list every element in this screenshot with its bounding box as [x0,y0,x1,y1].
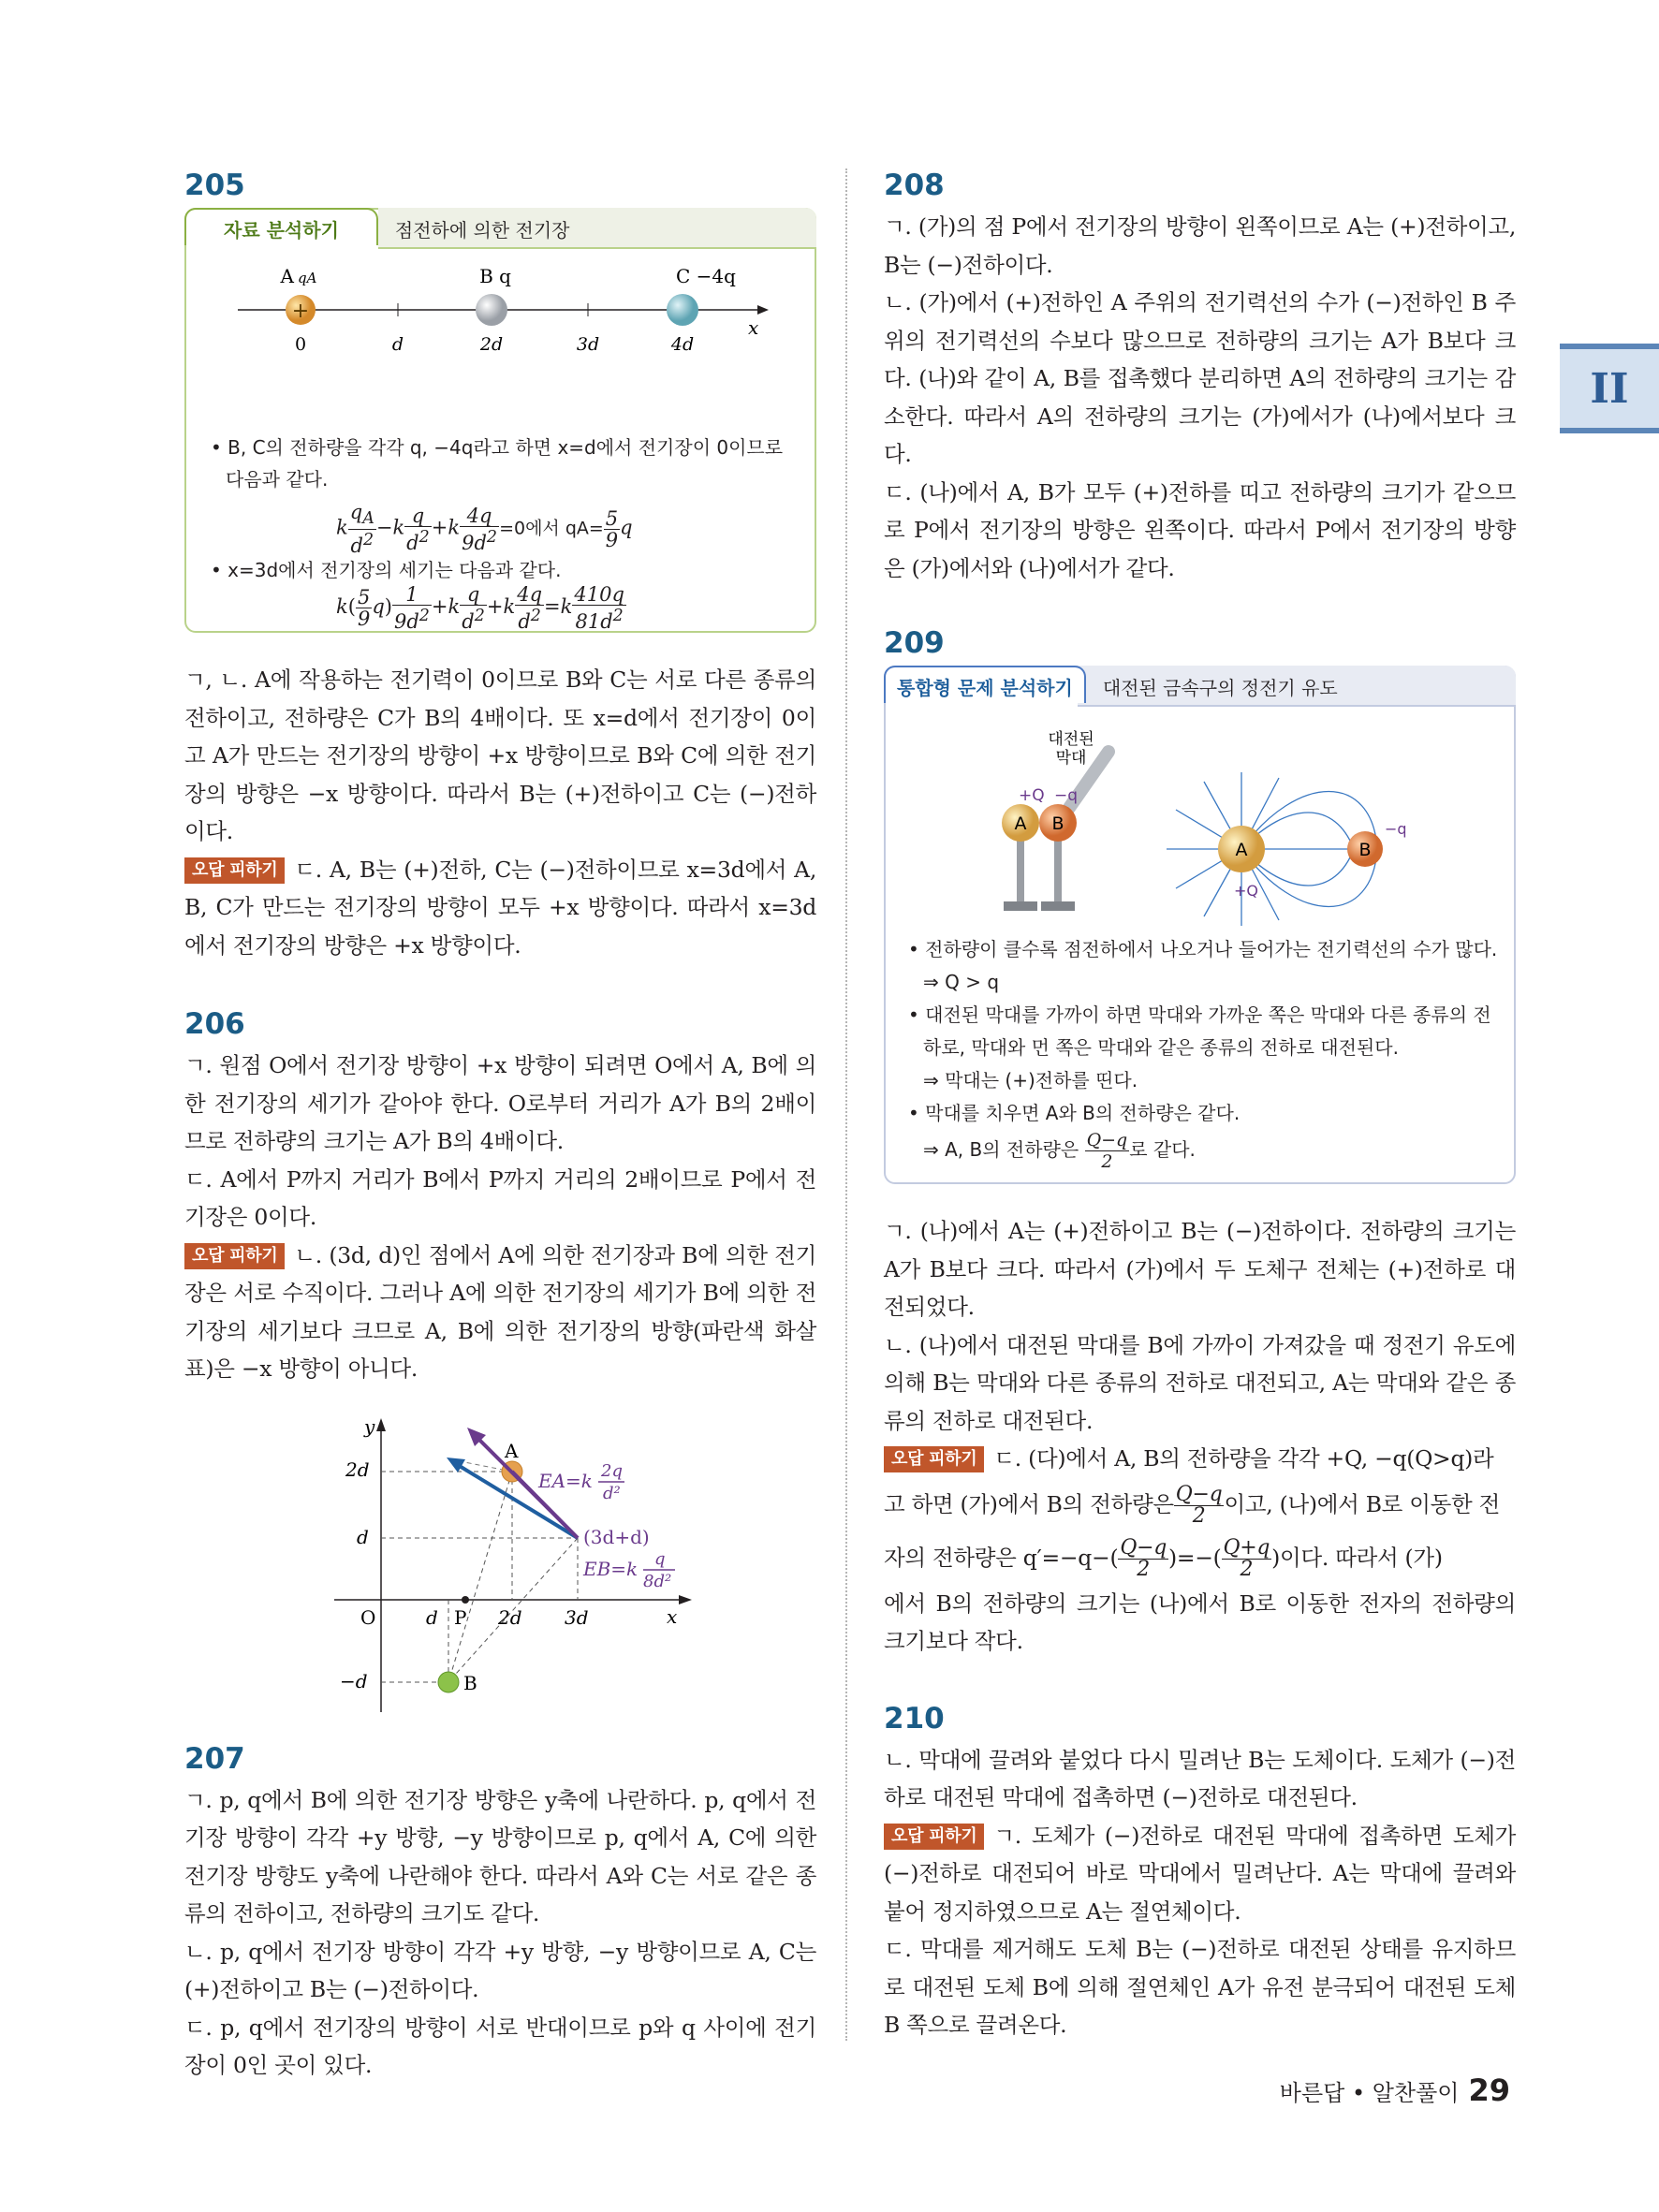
q209-para-3-text: ㄷ. (다)에서 A, B의 전하량을 각각 +Q, −q(Q>q)라 [993,1445,1494,1472]
tick-label-3d: 3d [576,334,600,355]
tick-label-0: 0 [294,334,307,355]
integrated-analysis-box [884,666,1516,1184]
box-tab-primary: 자료 분석하기 [184,208,378,245]
field-lines [1167,772,1377,926]
question-number-207: 207 [184,1741,245,1776]
wrong-answer-badge: 오답 피하기 [884,1446,984,1472]
y-axis-label: y [364,1414,375,1438]
tick-label-d: d [391,334,404,355]
q210-para-3: ㄷ. 막대를 제거해도 도체 B는 (−)전하로 대전된 상태를 유지하므로 대전된 도체 B에 의해 절연체인 A가 유전 분극되어 대전된 도체 B 쪽으로 끌려온다. [884,1936,1516,2038]
box-tab-title: 점전하에 의한 전기장 [394,219,570,242]
box-tab-title: 대전된 금속구의 정전기 유도 [1102,677,1338,699]
bullet-2: • 대전된 막대를 가까이 하면 막대와 가까운 쪽은 막대와 다른 종류의 전 [908,1003,1491,1026]
question-number-209: 209 [884,626,945,660]
wrong-answer-badge: 오답 피하기 [884,1824,984,1850]
left-column [184,168,816,2085]
y-neg-d-label: −d [340,1669,368,1692]
footer-label: 바른답 • 알찬풀이 [1279,2080,1460,2106]
q209-para-3 [884,1440,1516,1478]
q208-para-3: ㄷ. (나)에서 A, B가 모두 (+)전하를 띠고 전하량의 크기가 같으므로 P에서 전기장의 방향은 왼쪽이다. 따라서 P에서 전기장의 방향은 (가)에서와 (나)에서가 같다. [884,478,1516,581]
q209-para-3-line-4: 에서 B의 전하량의 크기는 (나)에서 B로 이동한 전자의 전하량의 크기보다 작다. [884,1589,1516,1654]
x-axis-arrow [679,1595,692,1604]
page-number: 29 [1468,2073,1510,2108]
q206-para-3-text: ㄴ. (3d, d)인 점에서 A에 의한 전기장과 B에 의한 전기장은 서로 수직이다. 그러나 A에 의한 전기장의 세기가 B에 의한 전기장의 세기보다 크므로 A, B에 의한 전기장의 방향(파란색 화살표)은 −x 방향이 아니다. [184,1241,816,1382]
box-tab-primary: 통합형 문제 분석하기 [884,666,1086,703]
point-label: (3d+d) [583,1525,650,1548]
bullet-2-result: ⇒ 막대는 (+)전하를 띤다. [923,1069,1138,1091]
equation-2: k( $\frac{5}{9}$ q) $\frac{1}{9d^2}$ +k $\frac{q}{d^2}$ +k $\frac{4q}{d^2}$ =k $\frac{410q}{81d^2}$ [336,583,624,633]
bullet-3-result-tail: 로 같다. [1129,1138,1196,1161]
chapter-side-tab [1560,344,1659,433]
x-2d-label: 2d [498,1605,522,1629]
guide-ab [448,1472,512,1682]
x-axis-arrow [757,305,769,315]
sphere-a-label: A [1014,813,1027,834]
label-c: C −4q [676,266,736,287]
page-footer [1280,2073,1510,2108]
q207-para-2: ㄴ. p, q에서 전기장 방향이 각각 +y 방향, −y 방향이므로 A, C는 (+)전하이고 B는 (−)전하이다. [184,1938,816,2002]
y-d-label: d [357,1525,369,1548]
column-divider [845,168,847,2041]
q209-para-2: ㄴ. (나)에서 대전된 막대를 B에 가까이 가져갔을 때 정전기 유도에 의해 B는 막대와 다른 종류의 전하로 대전되고, A는 막대와 같은 종류의 전하로 대전된다. [884,1331,1516,1434]
equation-1: k $\frac{q_A}{d^2}$ −k $\frac{q}{d^2}$ +k $\frac{4q}{9d^2}$ =0에서 qA= $\frac{5}{9}$ q [336,501,633,558]
induction-diagram [886,716,1514,931]
bullet-3-result: ⇒ A, B의 전하량은 $\frac{Q-q}{2}$ 로 같다. [923,1130,1196,1172]
equation-1-tail: =0에서 qA= [499,518,604,539]
question-number-208: 208 [884,168,945,202]
q210-para-2 [884,1817,1516,1931]
q210-para-1: ㄴ. 막대에 끌려와 붙었다 다시 밀려난 B는 도체이다. 도체가 (−)전하로 대전된 막대에 접촉하면 (−)전하로 대전된다. [884,1746,1516,1810]
label-b: B [463,1671,477,1694]
tick-label-2d: 2d [479,334,504,355]
label-b: B q [479,266,511,287]
bullet-3-result-text: ⇒ A, B의 전하량은 [923,1138,1079,1161]
base-a [1004,901,1037,911]
base-b [1041,901,1075,911]
axis-x-label: x [748,316,759,339]
q209-para-3-line-2: 고 하면 (가)에서 B의 전하량은 $\frac{Q-q}{2}$ 이고, (나)에서 B로 이동한 전 [884,1482,1501,1528]
q209-para-3-c: 이고, (나)에서 B로 이동한 전 [1224,1490,1501,1517]
question-number-210: 210 [884,1701,945,1736]
right-column [884,168,1516,2044]
plus-q-label: +Q [1019,786,1045,805]
q205-para-2 [184,851,816,965]
ea-label: EA=k [538,1469,593,1492]
rod-label-2: 막대 [1055,749,1087,768]
question-number-206: 206 [184,1007,245,1041]
vector-net-head [447,1458,465,1472]
x-axis-label: x [667,1604,678,1628]
field-plus-q: +Q [1234,882,1258,900]
q207-para-1: ㄱ. p, q에서 B에 의한 전기장 방향은 y축에 나란하다. p, q에서 전기장 방향이 각각 +y 방향, −y 방향이므로 p, q에서 A, C에 의한 전기장 방향도 y축에 나란해야 한다. 따라서 A와 C는 서로 같은 종류의 전하이고, 전하량의 크기도 같다. [184,1786,816,1926]
question-number-205: 205 [184,168,245,202]
field-b-label: B [1358,840,1372,860]
minus-q-label: −q [1054,786,1079,805]
x-d-label: d [426,1605,438,1629]
point-p [462,1596,469,1604]
sphere-b-label: B [1051,813,1064,834]
stand-a [1017,836,1024,903]
analysis-bullets [908,933,1507,1172]
charge-b [438,1672,459,1692]
analysis-bullets [211,432,800,495]
q205-para-1: ㄱ, ㄴ. A에 작용하는 전기력이 0이므로 B와 C는 서로 다른 종류의 전하이고, 전하량은 C가 B의 4배이다. 또 x=d에서 전기장이 0이고 A가 만드는 전기장의 방향이 +x 방향이므로 B와 C에 의한 전기장의 방향은 −x 방향이다. 따라서 B는 (+)전하이고 C는 (−)전하이다. [184,667,816,844]
wrong-answer-badge: 오답 피하기 [184,1243,285,1269]
eb-frac-den: 8d² [643,1571,672,1591]
q209-para-3-line-3: 자의 전하량은 q′=−q−( $\frac{Q-q}{2}$ )=−( $\frac{Q+q}{2}$ )이다. 따라서 (가) [884,1535,1443,1581]
eb-label: EB=k [583,1557,639,1580]
q209-para-1: ㄱ. (나)에서 A는 (+)전하이고 B는 (−)전하이다. 전하량의 크기는 A가 B보다 크다. 따라서 (가)에서 두 도체구 전체는 (+)전하로 대전되었다. [884,1218,1516,1320]
x-3d-label: 3d [565,1605,589,1629]
y-2d-label: 2d [345,1458,370,1481]
q209-para-3-e: =− [1176,1544,1213,1571]
q207-para-3: ㄷ. p, q에서 전기장의 방향이 서로 반대이므로 p와 q 사이에 전기장이 0인 곳이 있다. [184,2014,816,2078]
box-tab-head [184,208,587,245]
tick-label-4d: 4d [670,334,695,355]
charge-line-diagram [186,266,815,369]
analysis-bullet-2 [211,554,561,586]
y-axis-arrow [376,1418,386,1431]
ea-frac-den: d² [603,1483,621,1503]
q208-para-1: ㄱ. (가)의 점 P에서 전기장의 방향이 왼쪽이므로 A는 (+)전하이고, B는 (−)전하이다. [884,213,1516,278]
q206-para-1: ㄱ. 원점 O에서 전기장 방향이 +x 방향이 되려면 O에서 A, B에 의한 전기장의 세기가 같아야 한다. O로부터 거리가 A가 B의 2배이므로 전하량의 크기는 A가 B의 4배이다. [184,1052,816,1154]
chapter-numeral: II [1590,364,1629,413]
data-analysis-box [184,208,816,633]
charge-a-plus: + [291,300,310,323]
bullet-2: • x=3d에서 전기장의 세기는 다음과 같다. [211,559,562,581]
wrong-answer-badge: 오답 피하기 [184,857,285,884]
label-a-sub: qA [298,270,317,286]
label-a: A [280,266,294,287]
charge-c [667,294,698,326]
bullet-2-cont: 하로, 막대와 먼 쪽은 막대와 같은 종류의 전하로 대전된다. [923,1036,1399,1059]
q209-para-3-d: 자의 전하량은 q′=−q− [884,1544,1110,1571]
eb-frac-num: q [654,1548,666,1569]
bullet-3: • 막대를 치우면 A와 B의 전하량은 같다. [908,1102,1241,1124]
bullet-1: • 전하량이 클수록 점전하에서 나오거나 들어가는 전기력선의 수가 많다. [908,938,1498,960]
q209-para-3-b: 고 하면 (가)에서 B의 전하량은 [884,1490,1174,1517]
q206-para-2: ㄷ. A에서 P까지 거리가 B에서 P까지 거리의 2배이므로 P에서 전기장은 0이다. [184,1165,816,1230]
q205-para-2-text: ㄷ. A, B는 (+)전하, C는 (−)전하이므로 x=3d에서 A, B, C가 만드는 전기장의 방향이 모두 +x 방향이다. 따라서 x=3d에서 전기장의 방향은 +x 방향이다. [184,856,816,959]
field-a-label: A [1235,840,1248,860]
q206-para-3 [184,1237,816,1388]
q208-para-2: ㄴ. (가)에서 (+)전하인 A 주위의 전기력선의 수가 (−)전하인 B 주위의 전기력선의 수보다 많으므로 전하량의 크기는 A가 B보다 크다. (나)와 같이 A, B를 접촉했다 분리하면 A의 전하량의 크기는 감소한다. 따라서 A의 전하량의 크기는 (가)에서가 (나)에서보다 크다. [884,289,1516,467]
field-vector-graph [184,1413,816,1721]
rod-label-1: 대전된 [1048,730,1094,749]
box-tab-head [884,666,1355,703]
bullet-1: • B, C의 전하량을 각각 q, −4q라고 하면 x=d에서 전기장이 0이므로 [211,436,784,459]
bullet-1-result: ⇒ Q > q [923,971,1000,993]
origin-label: O [360,1605,376,1629]
stand-b [1054,836,1062,903]
charge-b [476,294,507,326]
label-a: A [505,1439,519,1462]
q210-para-2-text: ㄱ. 도체가 (−)전하로 대전된 막대에 접촉하면 도체가 (−)전하로 대전되어 바로 막대에서 밀려난다. A는 막대에 끌려와 붙어 정지하였으므로 A는 절연체이다. [884,1822,1516,1925]
bullet-1-cont: 다음과 같다. [226,468,329,491]
field-minus-q: −q [1385,820,1407,838]
q209-para-3-f: 이다. 따라서 (가) [1280,1544,1443,1571]
x-p-label: P [454,1605,467,1629]
guide-b-point [448,1538,578,1682]
ea-frac-num: 2q [601,1460,623,1481]
